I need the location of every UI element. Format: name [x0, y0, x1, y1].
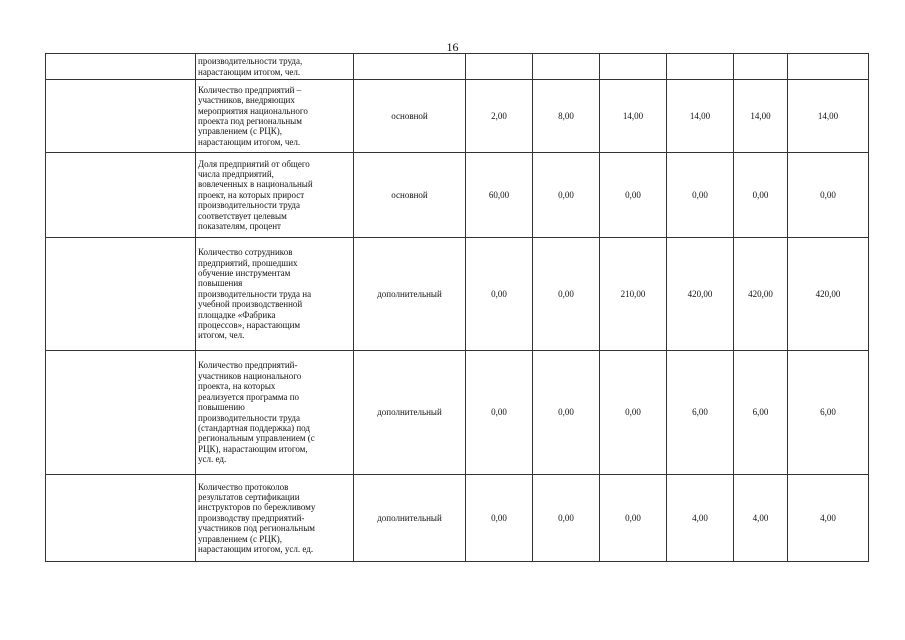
indicator-name-line: производительности труда, — [198, 56, 303, 67]
indicator-name-line: проект, на которых прирост — [198, 189, 305, 200]
indicator-name-line: управлением (с РЦК), — [198, 126, 282, 137]
indicator-name-line: Количество предприятий – — [198, 84, 302, 95]
indicator-name-line: показателям, процент — [198, 221, 281, 232]
value-cell — [600, 54, 667, 80]
indicator-name-line: повышения — [198, 278, 243, 289]
indicator-name-cell — [196, 54, 354, 80]
value-cell: 14,00 — [734, 80, 788, 153]
value-cell: 6,00 — [667, 351, 734, 475]
indicator-name-line: нарастающим итогом, усл. ед. — [198, 544, 314, 555]
value-cell: 0,00 — [533, 238, 600, 351]
value-cell: 14,00 — [667, 80, 734, 153]
value-cell: 0,00 — [600, 153, 667, 238]
table-row — [46, 80, 869, 153]
table-row — [46, 351, 869, 475]
value-cell: 0,00 — [533, 475, 600, 562]
indicator-type-cell — [354, 54, 466, 80]
value-cell: 14,00 — [600, 80, 667, 153]
indicator-name-line: участников под региональным — [198, 523, 315, 534]
indicator-name-line: участников национального — [198, 370, 302, 381]
indicator-name-line: нарастающим итогом, чел. — [198, 66, 301, 77]
indicator-name-line: числа предприятий, — [198, 168, 274, 179]
value-cell — [667, 54, 734, 80]
indicator-type-cell: дополнительный — [354, 351, 466, 475]
value-cell: 0,00 — [466, 351, 533, 475]
indicator-name-line: управлением (с РЦК), — [198, 533, 282, 544]
value-cell — [788, 54, 869, 80]
empty-cell — [46, 238, 196, 351]
value-cell: 0,00 — [466, 475, 533, 562]
value-cell: 0,00 — [533, 351, 600, 475]
indicator-name-line: производительности труда — [198, 412, 301, 423]
indicator-name-line: процессов», нарастающим — [198, 320, 301, 331]
indicator-name-line: Доля предприятий от общего — [198, 158, 310, 169]
empty-cell — [46, 153, 196, 238]
indicator-name-line: повышению — [198, 402, 245, 413]
indicator-name-line: нарастающим итогом, чел. — [198, 136, 301, 147]
value-cell: 8,00 — [533, 80, 600, 153]
indicator-name-line: проекта, на которых — [198, 381, 276, 392]
indicator-type-cell: дополнительный — [354, 238, 466, 351]
indicator-name-line: РЦК), нарастающим итогом, — [198, 443, 308, 454]
indicator-name-line: обучение инструментам — [198, 267, 291, 278]
indicator-name-line: Количество предприятий- — [198, 360, 298, 371]
indicator-name-line: Количество сотрудников — [198, 247, 293, 258]
value-cell: 0,00 — [466, 238, 533, 351]
indicator-name-line: инструкторов по бережливому — [198, 502, 316, 513]
value-cell: 4,00 — [667, 475, 734, 562]
indicator-name-line: региональным управлением (с — [198, 433, 315, 444]
indicators-table — [45, 53, 869, 562]
table-row — [46, 54, 869, 80]
indicator-name-line: проекта под региональным — [198, 116, 302, 126]
indicator-name-cell — [196, 238, 354, 351]
indicator-name-line: предприятий, прошедших — [198, 257, 298, 268]
table-row — [46, 238, 869, 351]
value-cell: 0,00 — [600, 351, 667, 475]
value-cell: 6,00 — [734, 351, 788, 475]
indicator-name-line: площадке «Фабрика — [198, 309, 276, 320]
indicator-name-line: усл. ед. — [198, 454, 227, 465]
indicator-type-cell: основной — [354, 153, 466, 238]
empty-cell — [46, 80, 196, 153]
page-number: 16 — [446, 40, 459, 54]
value-cell: 420,00 — [667, 238, 734, 351]
value-cell: 0,00 — [600, 475, 667, 562]
indicator-name-line: мероприятия национального — [198, 105, 308, 116]
value-cell: 4,00 — [788, 475, 869, 562]
value-cell: 0,00 — [734, 153, 788, 238]
indicator-type-cell: дополнительный — [354, 475, 466, 562]
empty-cell — [46, 475, 196, 562]
value-cell: 420,00 — [788, 238, 869, 351]
value-cell: 14,00 — [788, 80, 869, 153]
value-cell: 60,00 — [466, 153, 533, 238]
value-cell: 0,00 — [667, 153, 734, 238]
indicator-name-cell — [196, 153, 354, 238]
indicator-name-line: итогом, чел. — [198, 330, 245, 341]
value-cell: 6,00 — [788, 351, 869, 475]
indicator-name-line: соответствует целевым — [198, 210, 287, 221]
indicator-name-line: производству предприятий- — [198, 512, 305, 523]
value-cell: 420,00 — [734, 238, 788, 351]
value-cell — [466, 54, 533, 80]
value-cell: 2,00 — [466, 80, 533, 153]
empty-cell — [46, 351, 196, 475]
empty-cell — [46, 54, 196, 80]
indicator-name-line: вовлеченных в национальный — [198, 179, 313, 190]
indicator-name-line: учебной производственной — [198, 299, 303, 310]
value-cell: 210,00 — [600, 238, 667, 351]
value-cell — [533, 54, 600, 80]
value-cell: 0,00 — [533, 153, 600, 238]
indicator-type-cell: основной — [354, 80, 466, 153]
indicator-name-line: (стандартная поддержка) под — [198, 422, 310, 433]
table-row — [46, 475, 869, 562]
indicator-name-line: реализуется программа по — [198, 391, 300, 402]
indicator-name-line: Количество протоколов — [198, 481, 289, 492]
indicator-name-line: производительности труда — [198, 200, 301, 211]
indicator-name-line: результатов сертификации — [198, 491, 300, 502]
indicator-name-line: участников, внедряющих — [198, 95, 295, 106]
value-cell: 4,00 — [734, 475, 788, 562]
value-cell: 0,00 — [788, 153, 869, 238]
value-cell — [734, 54, 788, 80]
indicator-name-line: производительности труда на — [198, 288, 312, 299]
indicator-name-cell — [196, 80, 354, 153]
indicator-name-cell — [196, 475, 354, 562]
indicator-name-cell — [196, 351, 354, 475]
table-row — [46, 153, 869, 238]
